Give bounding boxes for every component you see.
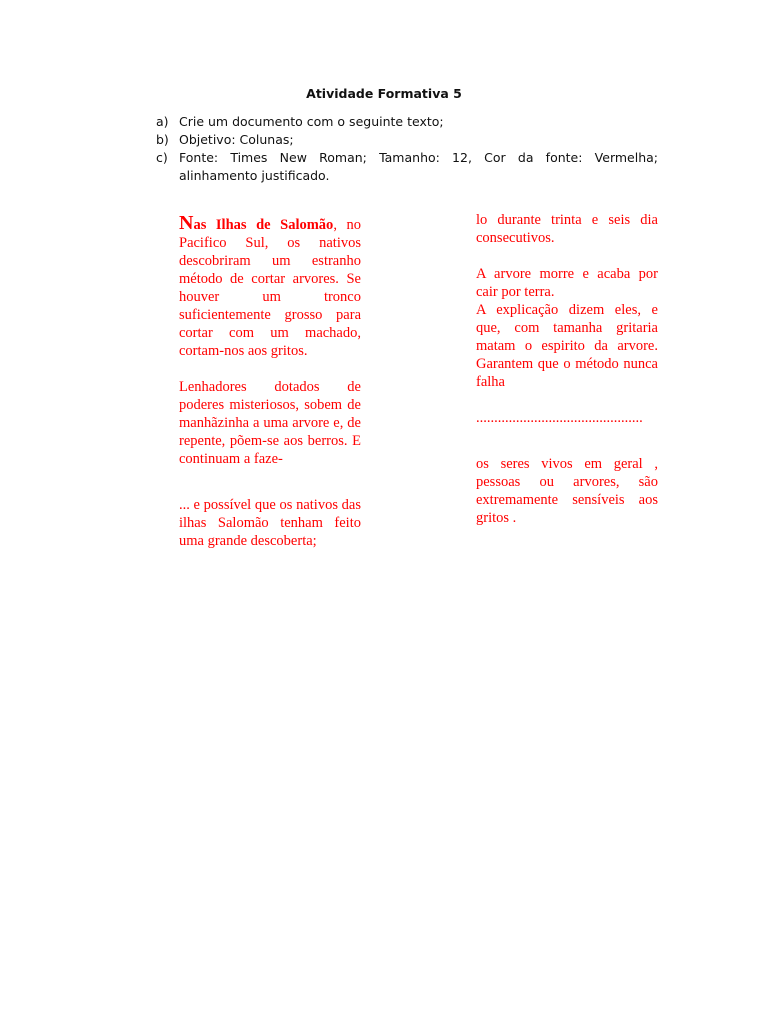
right-paragraph-2: A arvore morre e acaba por cair por terra. — [476, 266, 658, 300]
instruction-text: Crie um documento com o seguinte texto; — [179, 114, 444, 129]
instruction-marker: c) — [156, 150, 168, 165]
text-column-left — [179, 214, 361, 550]
left-paragraph-2: Lenhadores dotados de poderes misteriosos, sobem de manhãzinha a uma arvore e, de repente, põem-se aos berros. E continuam a faze- — [179, 379, 361, 467]
instruction-marker: a) — [156, 114, 169, 129]
instruction-marker: b) — [156, 132, 169, 147]
drop-cap: N — [179, 212, 194, 234]
document-title: Atividade Formativa 5 — [306, 86, 462, 101]
text-column-right — [476, 211, 658, 527]
ellipsis-line: .............................................. — [476, 410, 643, 426]
left-paragraph-1 — [179, 214, 361, 360]
instruction-item — [156, 113, 658, 131]
right-paragraph-5: os seres vivos em geral , pessoas ou arvores, são extremamente sensíveis aos gritos . — [476, 456, 658, 526]
left-paragraph-3: ... e possível que os nativos das ilhas Salomão tenham feito uma grande descoberta; — [179, 497, 361, 549]
instructions-list — [156, 113, 658, 185]
right-paragraph-1: lo durante trinta e seis dia consecutivos. — [476, 212, 658, 246]
instruction-text: Fonte: Times New Roman; Tamanho: 12, Cor da fonte: Vermelha; alinhamento justificado. — [179, 150, 658, 183]
lead-bold-text: as Ilhas de Salomão — [193, 217, 334, 233]
instruction-item — [156, 149, 658, 185]
left-paragraph-1-rest: , no Pacifico Sul, os nativos descobriram um estranho método de cortar arvores. Se houver um tronco suficientemente grosso para cortar com um machado, cortam-nos aos gritos. — [179, 217, 361, 359]
instruction-item — [156, 131, 658, 149]
right-paragraph-3: A explicação dizem eles, e que, com tamanha gritaria matam o espirito da arvore. Garantem que o método nunca falha — [476, 302, 658, 390]
instruction-text: Objetivo: Colunas; — [179, 132, 294, 147]
